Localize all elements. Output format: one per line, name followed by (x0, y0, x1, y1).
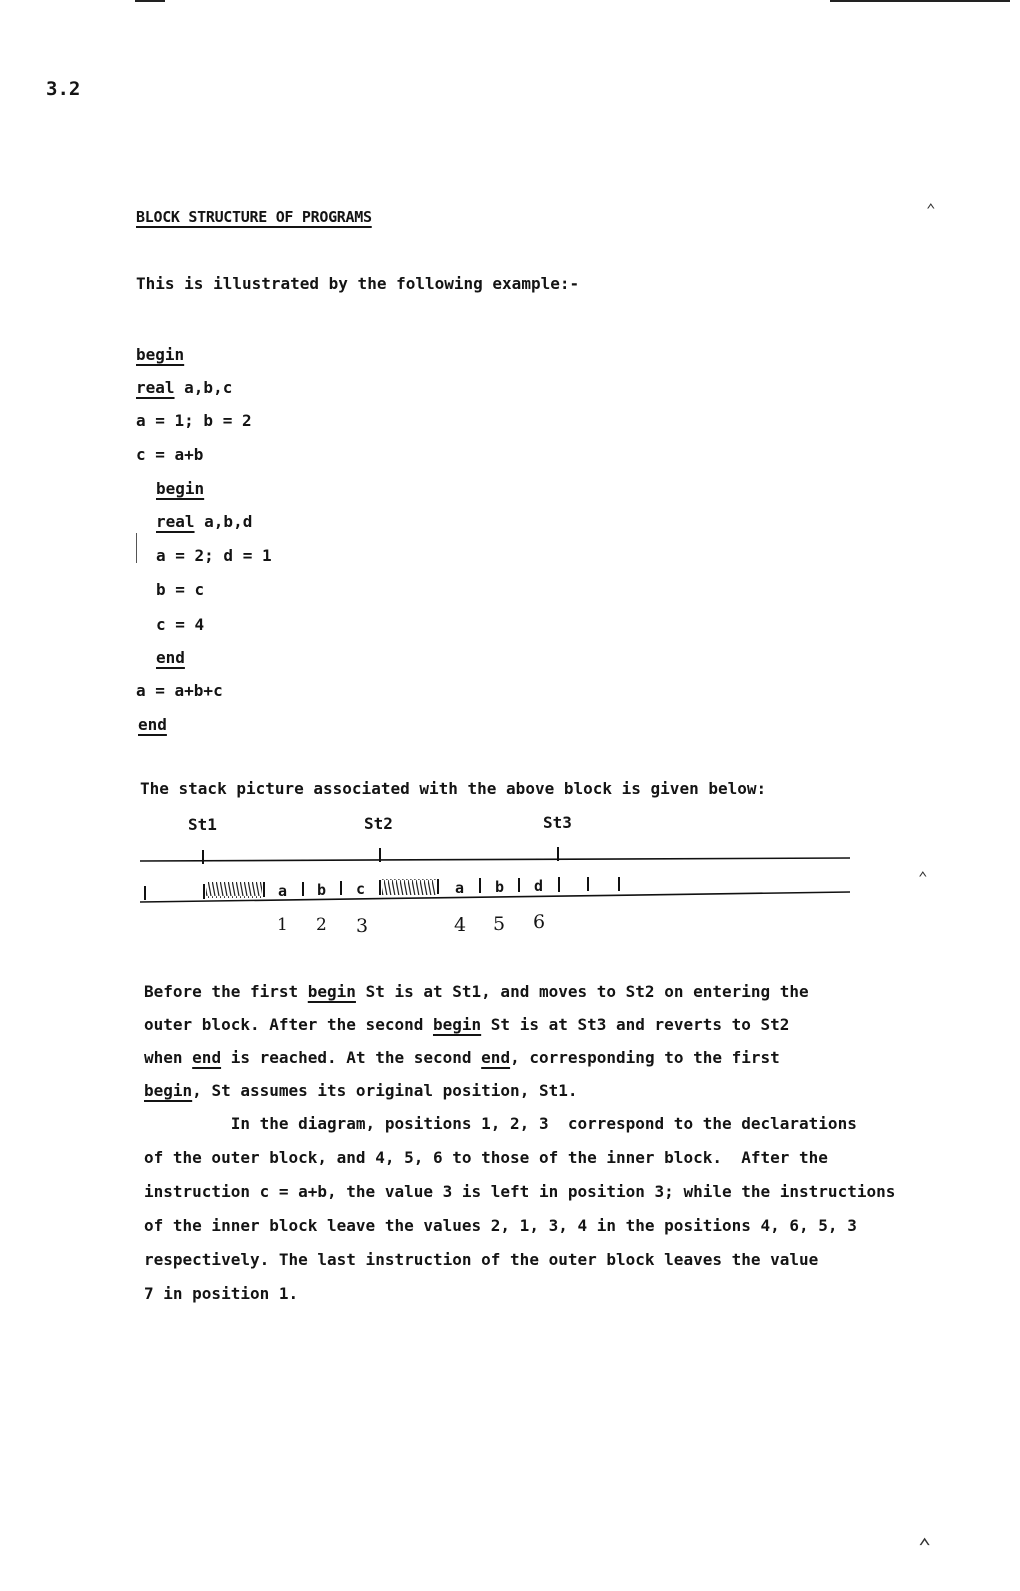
code-line: real a,b,d (156, 512, 253, 531)
keyword-begin: begin (144, 1081, 193, 1100)
code-line: real a,b,c (136, 378, 233, 397)
code-line: b = c (156, 580, 205, 599)
code-keyword: end (156, 648, 185, 667)
paragraph-line: of the inner block leave the values 2, 1, 3, 4 in the positions 4, 6, 5, 3 (144, 1216, 857, 1235)
paragraph-line: of the outer block, and 4, 5, 6 to those of the inner block. After the (144, 1148, 828, 1167)
paragraph-line: Before the first begin St is at St1, and moves to St2 on entering the (144, 982, 809, 1001)
paragraph-line: respectively. The last instruction of the outer block leaves the value (144, 1250, 819, 1269)
stack-cell-label: a (278, 882, 288, 900)
keyword-begin: begin (432, 1015, 482, 1034)
stack-cell-label: b (317, 881, 327, 899)
paragraph-line: when end is reached. At the second end, corresponding to the first (144, 1048, 780, 1067)
code-line (136, 345, 184, 364)
keyword-end: end (192, 1048, 222, 1067)
position-number: 1 (277, 915, 288, 935)
code-line: c = a+b (136, 445, 204, 464)
code-keyword: real (156, 512, 195, 531)
paragraph-line: In the diagram, positions 1, 2, 3 correspond to the declarations (144, 1114, 857, 1133)
keyword-begin: begin (307, 982, 356, 1001)
paragraph-line: begin, St assumes its original position, St1. (144, 1081, 578, 1100)
stack-diagram (0, 800, 1020, 950)
hatched-link-area (382, 879, 436, 895)
section-title: BLOCK STRUCTURE OF PROGRAMS (136, 208, 372, 226)
code-line (156, 479, 204, 498)
position-number: 6 (533, 911, 546, 933)
code-keyword: begin (136, 345, 185, 364)
margin-mark (136, 533, 137, 563)
position-number: 5 (493, 913, 506, 935)
code-line: c = 4 (156, 615, 205, 634)
code-line (156, 648, 185, 667)
code-line: a = 2; d = 1 (156, 546, 272, 565)
code-line: a = 1; b = 2 (136, 411, 252, 430)
keyword-end: end (481, 1048, 511, 1067)
position-number: 3 (356, 915, 369, 937)
code-keyword: begin (156, 479, 205, 498)
stack-top-line (140, 858, 850, 861)
stack-caption: The stack picture associated with the above block is given below: (140, 779, 767, 798)
code-keyword: end (138, 715, 167, 734)
scan-mark: ⌃ (926, 200, 936, 219)
paragraph-line: instruction c = a+b, the value 3 is left in position 3; while the instructions (144, 1182, 896, 1201)
paragraph-line: outer block. After the second begin St is at St3 and reverts to St2 (144, 1015, 790, 1034)
code-line (138, 715, 167, 734)
stack-cell-label: b (495, 878, 505, 896)
stack-cell-label: d (534, 877, 544, 895)
scan-mark: ⌃ (918, 1535, 932, 1560)
scan-mark: ⌃ (918, 868, 928, 887)
pointer-label-st2: St2 (364, 814, 393, 833)
paragraph-line: 7 in position 1. (144, 1284, 299, 1303)
position-number: 4 (454, 914, 467, 936)
page-number: 3.2 (46, 78, 81, 100)
pointer-label-st3: St3 (543, 813, 572, 832)
stack-cell-label: c (356, 880, 366, 898)
hatched-link-area (206, 882, 262, 898)
scan-edge-line (135, 0, 165, 2)
intro-text: This is illustrated by the following example:- (136, 274, 580, 293)
pointer-label-st1: St1 (188, 815, 217, 834)
position-number: 2 (316, 915, 327, 935)
code-keyword: real (136, 378, 175, 397)
scan-edge-line (830, 0, 1010, 2)
stack-cell-label: a (455, 879, 465, 897)
code-line: a = a+b+c (136, 681, 223, 700)
